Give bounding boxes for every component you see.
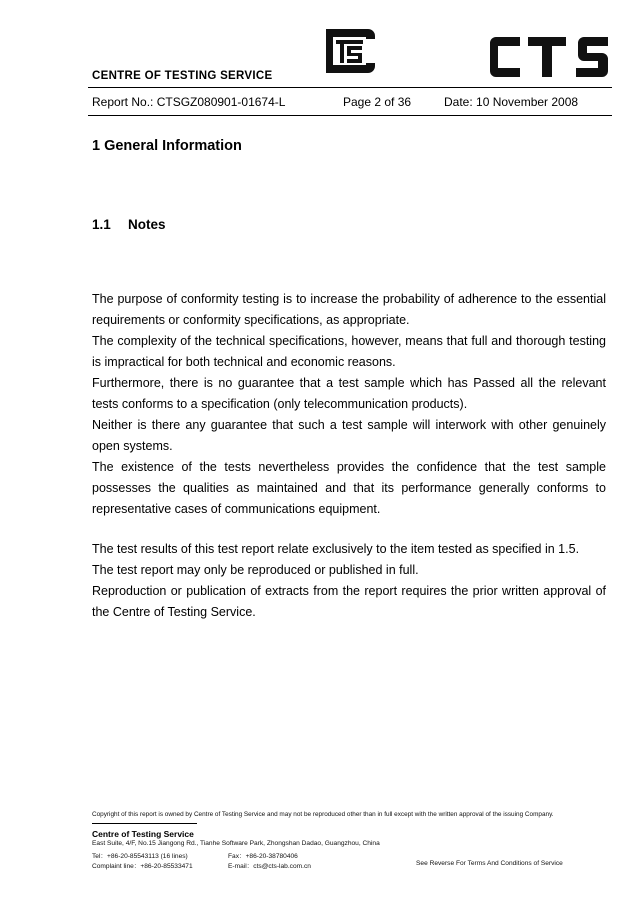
paragraph: The test results of this test report relate exclusively to the item tested as specified in 1.5.: [92, 542, 580, 556]
paragraph: The complexity of the technical specifications, however, means that full and thorough testing is impractical for both technical and economic reasons.: [92, 334, 606, 369]
paragraph: Reproduction or publication of extracts from the report requires the prior written approval of the Centre of Testing Service.: [92, 584, 606, 619]
paragraph: Neither is there any guarantee that such a test sample will interwork with other genuinely open systems.: [92, 418, 606, 453]
subsection-title: Notes: [128, 217, 166, 232]
paragraph: The purpose of conformity testing is to increase the probability of adherence to the essential requirements or conformity specifications, as appropriate.: [92, 292, 606, 327]
paragraph: Furthermore, there is no guarantee that a test sample which has Passed all the relevant tests conforms to a specification (only telecommunication products).: [92, 376, 606, 411]
footer-fax: Fax：+86-20-38780406: [228, 853, 298, 860]
footer-company-name: Centre of Testing Service: [92, 829, 194, 839]
footer-telephone: Tel：+86-20-85543113 (16 lines): [92, 853, 188, 860]
subsection-number: 1.1: [92, 217, 111, 232]
notes-body: [92, 289, 606, 623]
organization-name: CENTRE OF TESTING SERVICE: [92, 70, 273, 82]
copyright-notice: Copyright of this report is owned by Centre of Testing Service and may not be reproduced other than in full except with the written approval of the issuing Company.: [92, 811, 554, 818]
cts-seal-logo: [320, 26, 378, 76]
section-title: 1 General Information: [92, 138, 242, 154]
report-date: Date: 10 November 2008: [444, 95, 579, 109]
footer-address: East Suite, 4/F, No.15 Jiangong Rd., Tianhe Software Park, Zhongshan Dadao, Guangzhou, China: [92, 840, 380, 847]
footer-complaint-line: Complaint line：+86-20-85533471: [92, 863, 193, 870]
footer-rule: [92, 823, 197, 824]
header-bottom-rule: [88, 115, 612, 116]
report-number: Report No.: CTSGZ080901-01674-L: [92, 95, 286, 109]
header-top-rule: [88, 87, 612, 88]
paragraph: The test report may only be reproduced or published in full.: [92, 563, 419, 577]
page-number: Page 2 of 36: [343, 95, 412, 109]
footer-terms-note: See Reverse For Terms And Conditions of Service: [416, 860, 563, 867]
cts-wordmark-logo: [486, 37, 610, 77]
paragraph-spacer: [92, 520, 606, 539]
paragraph: The existence of the tests nevertheless provides the confidence that the test sample possesses the qualities as maintained and that its performance generally conforms to representative cases of communications equipment.: [92, 460, 606, 516]
footer-email: E-mail：cts@cts-lab.com.cn: [228, 863, 311, 870]
